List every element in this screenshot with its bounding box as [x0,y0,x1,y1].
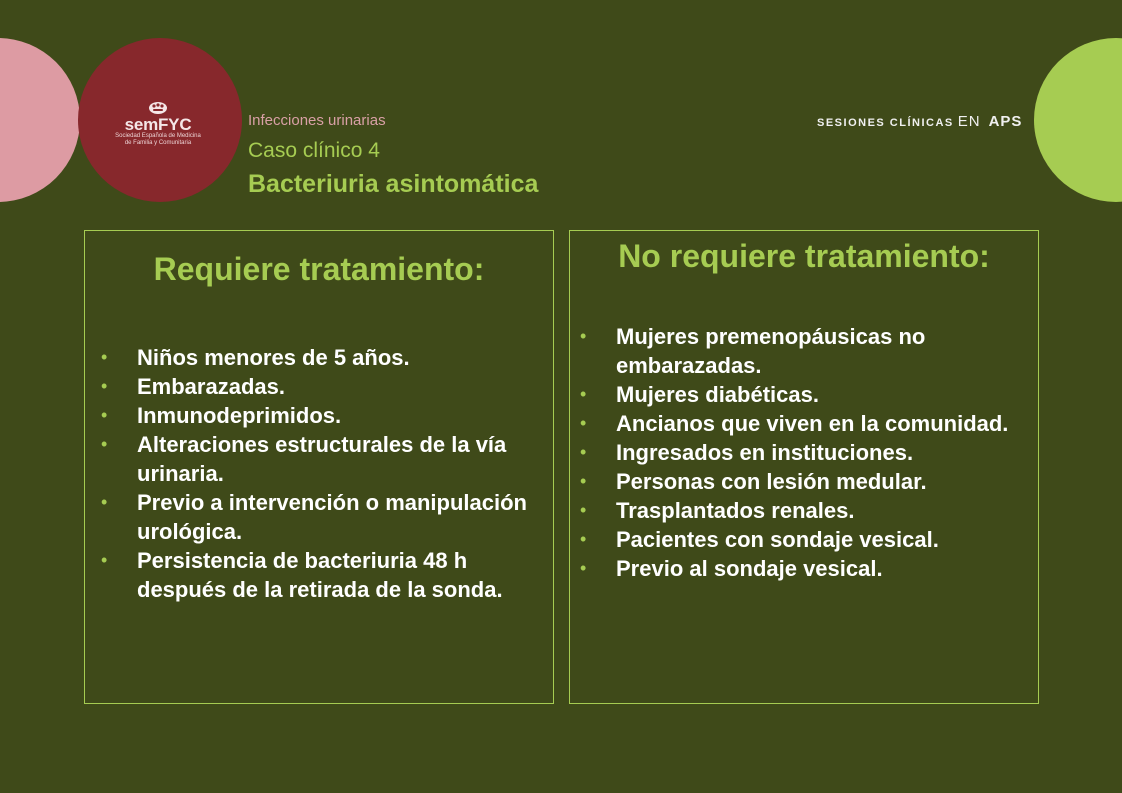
topic-label: Infecciones urinarias [248,112,386,129]
list-item [580,380,1028,409]
requires-treatment-panel [84,230,554,704]
case-label: Caso clínico 4 [248,139,380,162]
list-item-text: Pacientes con sondaje vesical. [616,527,939,552]
list-item [101,372,543,401]
list-item [101,546,543,604]
list-item [580,438,1028,467]
no-treatment-heading: No requiere tratamiento: [618,238,990,274]
requires-treatment-list [85,343,553,604]
list-item-text: Inmunodeprimidos. [137,403,342,428]
list-item [580,554,1028,583]
requires-treatment-heading: Requiere tratamiento: [153,251,485,287]
list-item [580,322,1028,380]
brand-part-aps: APS [988,113,1023,130]
list-item-text: Mujeres diabéticas. [616,382,819,407]
list-item-text: Trasplantados renales. [616,498,855,523]
no-treatment-panel [569,230,1039,704]
list-item-text: Personas con lesión medular. [616,469,927,494]
logo-subtitle-line2: de Familia y Comunitaria [124,140,192,146]
bullet-icon: • [580,326,587,346]
bullet-icon: • [580,471,587,491]
list-item [101,488,543,546]
bullet-icon: • [101,434,108,454]
list-item-text: Niños menores de 5 años. [137,345,410,370]
bullet-icon: • [101,492,108,512]
list-item [580,409,1028,438]
semfyc-emblem-icon [108,100,208,116]
semfyc-logo [108,100,208,147]
list-item [101,343,543,372]
bullet-icon: • [101,376,108,396]
slide-title: Bacteriuria asintomática [248,170,539,198]
bullet-icon: • [101,405,108,425]
list-item-text: Mujeres premenopáusicas no embarazadas. [616,324,926,378]
list-item-text: Previo a intervención o manipulación urológica. [137,490,527,544]
bullet-icon: • [580,384,587,404]
list-item-text: Embarazadas. [137,374,285,399]
list-item [580,467,1028,496]
no-treatment-list [570,322,1038,583]
bullet-icon: • [580,529,587,549]
bullet-icon: • [580,558,587,578]
list-item [580,525,1028,554]
list-item [580,496,1028,525]
list-item-text: Persistencia de bacteriuria 48 h después de la retirada de la sonda. [137,548,503,602]
bullet-icon: • [101,347,108,367]
decorative-circle-green [1034,38,1122,202]
brand-part-en: EN [957,113,981,130]
bullet-icon: • [580,500,587,520]
decorative-circle-pink [0,38,80,202]
series-brand [817,113,1022,131]
list-item [101,401,543,430]
brand-part-sesiones: SESIONES CLÍNICAS [817,117,954,129]
list-item-text: Ingresados en instituciones. [616,440,914,465]
bullet-icon: • [580,413,587,433]
bullet-icon: • [580,442,587,462]
list-item [101,430,543,488]
list-item-text: Previo al sondaje vesical. [616,556,883,581]
bullet-icon: • [101,550,108,570]
logo-wordmark: semFYC [124,115,192,134]
logo-subtitle-line1: Sociedad Española de Medicina [115,133,201,139]
list-item-text: Ancianos que viven en la comunidad. [616,411,1009,436]
list-item-text: Alteraciones estructurales de la vía urinaria. [137,432,507,486]
